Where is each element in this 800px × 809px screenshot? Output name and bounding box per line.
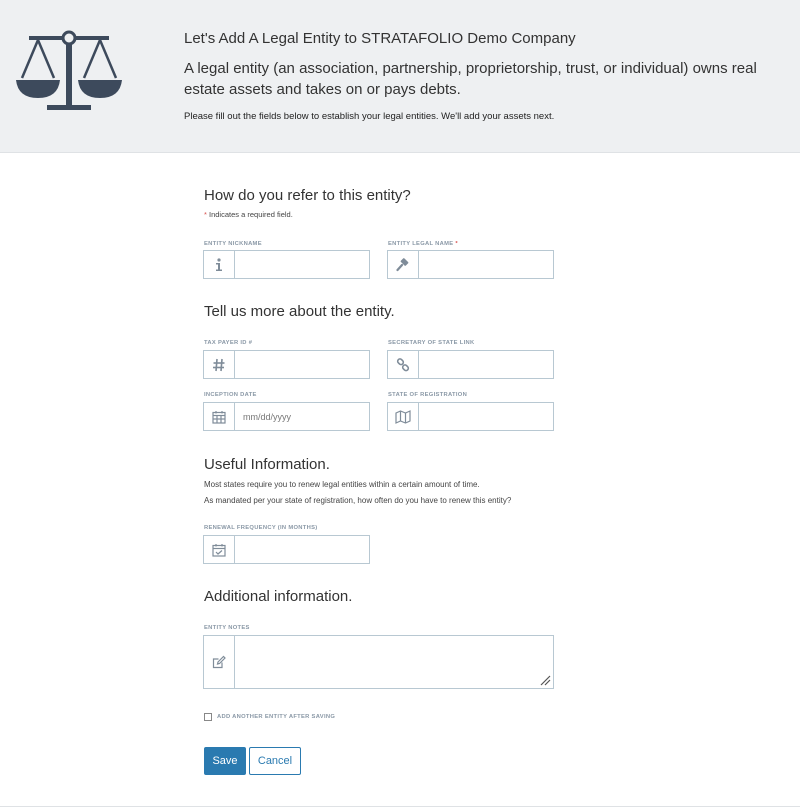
secretary-of-state-link-input[interactable]: [419, 351, 553, 378]
entity-legal-name-field[interactable]: [387, 250, 554, 279]
section-title-additional: Additional information.: [204, 588, 353, 605]
taxpayer-id-input[interactable]: [235, 351, 369, 378]
state-of-registration-input[interactable]: [419, 403, 553, 430]
state-of-registration-label: STATE OF REGISTRATION: [388, 392, 468, 398]
page-bottom-divider: [0, 806, 800, 807]
entity-nickname-label: ENTITY NICKNAME: [204, 241, 262, 247]
map-icon: [388, 403, 419, 430]
cancel-button[interactable]: Cancel: [249, 747, 301, 775]
secretary-of-state-link-label: SECRETARY OF STATE LINK: [388, 340, 475, 346]
add-another-entity-checkbox[interactable]: [204, 713, 212, 721]
renewal-frequency-field[interactable]: [203, 535, 370, 564]
entity-nickname-input[interactable]: [235, 251, 369, 278]
add-another-entity-row[interactable]: [204, 713, 335, 721]
useful-info-line-2: As mandated per your state of registration, how often do you have to renew this entity?: [204, 496, 512, 505]
taxpayer-id-label: TAX PAYER ID #: [204, 340, 253, 346]
calendar-check-icon: [204, 536, 235, 563]
section-title-refer: How do you refer to this entity?: [204, 187, 411, 204]
page-header: [0, 0, 800, 153]
info-icon: [204, 251, 235, 278]
entity-notes-input[interactable]: [235, 636, 553, 688]
gavel-icon: [388, 251, 419, 278]
inception-date-label: INCEPTION DATE: [204, 392, 257, 398]
entity-legal-name-label: ENTITY LEGAL NAME *: [388, 241, 458, 247]
entity-nickname-field[interactable]: [203, 250, 370, 279]
required-note: * Indicates a required field.: [204, 210, 293, 219]
hash-icon: [204, 351, 235, 378]
state-of-registration-field[interactable]: [387, 402, 554, 431]
scales-icon: [14, 26, 126, 114]
entity-notes-label: ENTITY NOTES: [204, 625, 250, 631]
section-title-useful: Useful Information.: [204, 456, 330, 473]
inception-date-input[interactable]: [235, 403, 369, 430]
save-button[interactable]: Save: [204, 747, 246, 775]
useful-info-line-1: Most states require you to renew legal entities within a certain amount of time.: [204, 480, 480, 489]
calendar-icon: [204, 403, 235, 430]
renewal-frequency-input[interactable]: [235, 536, 369, 563]
inception-date-field[interactable]: [203, 402, 370, 431]
entity-notes-field[interactable]: [203, 635, 554, 689]
add-another-entity-label: ADD ANOTHER ENTITY AFTER SAVING: [217, 714, 336, 720]
section-title-more: Tell us more about the entity.: [204, 303, 395, 320]
page-instruction: Please fill out the fields below to establish your legal entities. We'll add your assets next.: [184, 111, 555, 122]
page-description: A legal entity (an association, partnership, proprietorship, trust, or individual) owns real estate assets and takes on or pays debts.: [184, 60, 757, 98]
entity-legal-name-input[interactable]: [419, 251, 553, 278]
taxpayer-id-field[interactable]: [203, 350, 370, 379]
secretary-of-state-link-field[interactable]: [387, 350, 554, 379]
edit-icon: [204, 636, 235, 688]
renewal-frequency-label: RENEWAL FREQUENCY (IN MONTHS): [204, 525, 318, 531]
resize-handle-icon[interactable]: [539, 674, 551, 686]
link-icon: [388, 351, 419, 378]
page-title: Let's Add A Legal Entity to STRATAFOLIO Demo Company: [184, 30, 576, 47]
